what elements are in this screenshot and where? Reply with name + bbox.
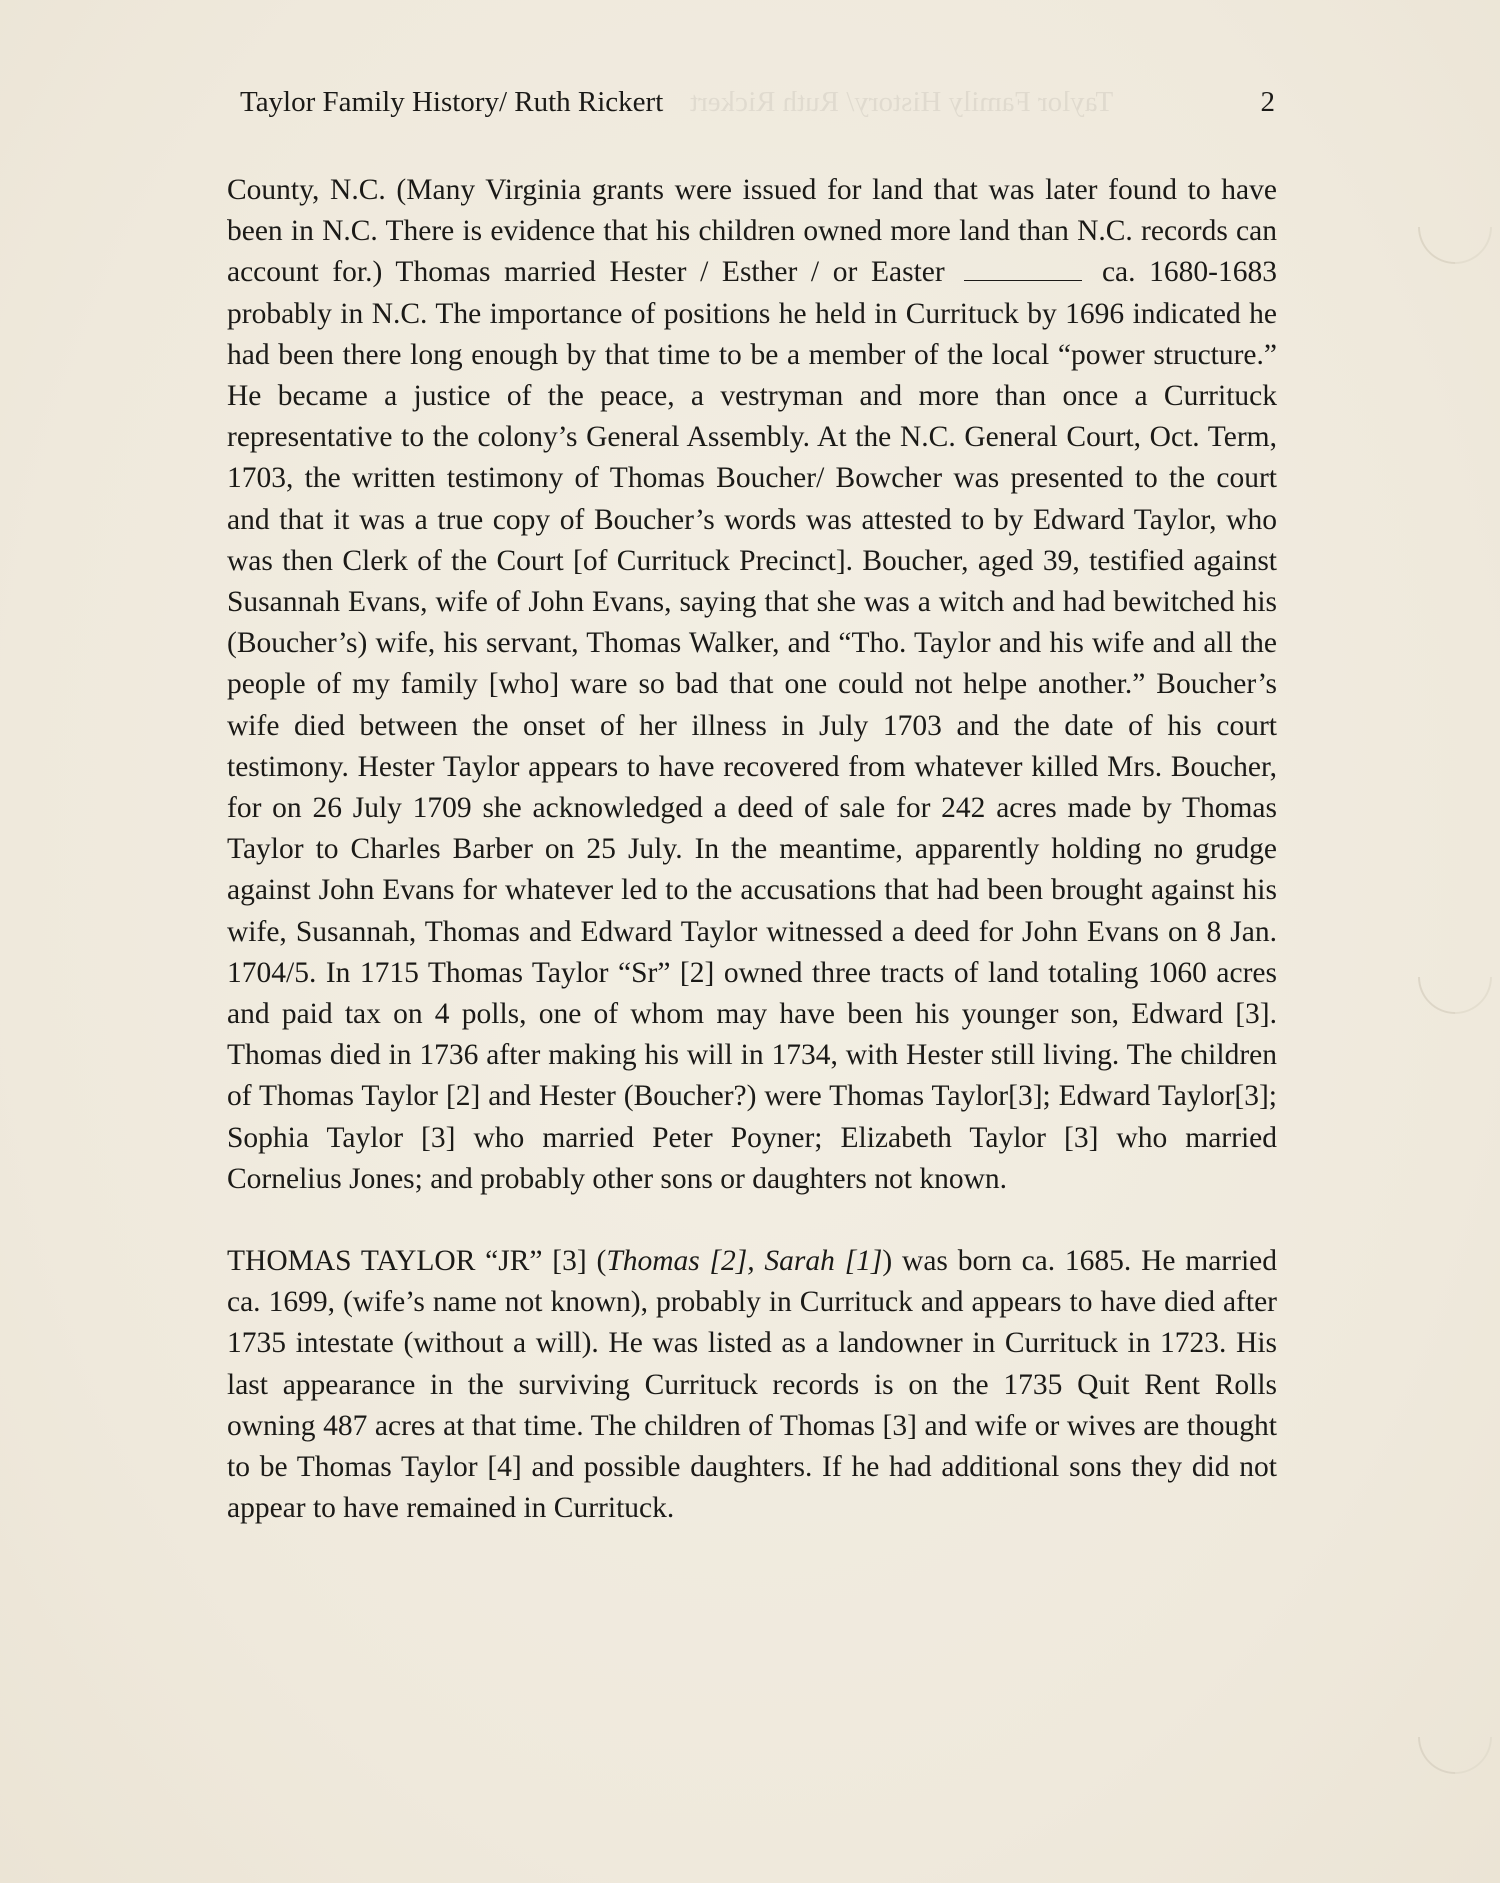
paragraph-thomas-sr [227,170,1277,1200]
blank-line [964,279,1082,281]
page-number: 2 [1260,86,1275,118]
paragraph-thomas-jr [227,1241,1277,1529]
bleed-through-text: Taylor Family History/ Ruth Rickert [690,86,1114,118]
page-header [240,82,1275,122]
punch-hole-bottom [1403,1685,1500,1790]
header-title: Taylor Family History/ Ruth Rickert [240,86,664,118]
punch-hole-top [1403,175,1500,280]
paragraph-1-part-1: County, N.C. (Many Virginia grants were issued for land that was later found to have been in N.C. There is evidence that his children owned more land than N.C. records can account for.) Thomas married Hester / Esther / or Easter [227,174,1277,289]
punch-hole-middle [1403,925,1500,1030]
paragraph-2-lead: THOMAS TAYLOR “JR” [3] ( [227,1245,607,1278]
paragraph-1-part-2: ca. 1680-1683 probably in N.C. The importance of positions he held in Currituck by 1696 indicated he had been there long enough by that time to be a member of the local “power structure.” He became a justice of the peace, a vestryman and more than once a Currituck representative to the colony’s General Assembly. At the N.C. General Court, Oct. Term, 1703, the written testimony of Thomas Boucher/ Bowcher was presented to the court and that it was a true copy of Boucher’s words was attested to by Edward Taylor, who was then Clerk of the Court [of Currituck Precinct]. Boucher, aged 39, testified against Susannah Evans, wife of John Evans, saying that she was a witch and had bewitched his (Boucher’s) wife, his servant, Thomas Walker, and “Tho. Taylor and his wife and all the people of my family [who] ware so bad that one could not helpe another.” Boucher’s wife died between the onset of her illness in July 1703 and the date of his court testimony. Hester Taylor appears to have recovered from whatever killed Mrs. Boucher, for on 26 July 1709 she acknowledged a deed of sale for 242 acres made by Thomas Taylor to Charles Barber on 25 July. In the meantime, apparently holding no grudge against John Evans for whatever led to the accusations that had been brought against his wife, Susannah, Thomas and Edward Taylor witnessed a deed for John Evans on 8 Jan. 1704/5. In 1715 Thomas Taylor “Sr” [2] owned three tracts of land totaling 1060 acres and paid tax on 4 polls, one of whom may have been his younger son, Edward [3]. Thomas died in 1736 after making his will in 1734, with Hester still living. The children of Thomas Taylor [2] and Hester (Boucher?) were Thomas Taylor[3]; Edward Taylor[3]; Sophia Taylor [3] who married Peter Poyner; Elizabeth Taylor [3] who married Cornelius Jones; and probably other sons or daughters not known. [227,256,1277,1195]
paragraph-2-parents: Thomas [2], Sarah [1] [606,1245,883,1278]
paragraph-2-rest: ) was born ca. 1685. He married ca. 1699, (wife’s name not known), probably in Currituck and appears to have died after 1735 intestate (without a will). He was listed as a landowner in Currituck in 1723. His last appearance in the surviving Currituck records is on the 1735 Quit Rent Rolls owning 487 acres at that time. The children of Thomas [3] and wife or wives are thought to be Thomas Taylor [4] and possible daughters. If he had additional sons they did not appear to have remained in Currituck. [227,1245,1277,1525]
body-text [227,170,1277,1530]
